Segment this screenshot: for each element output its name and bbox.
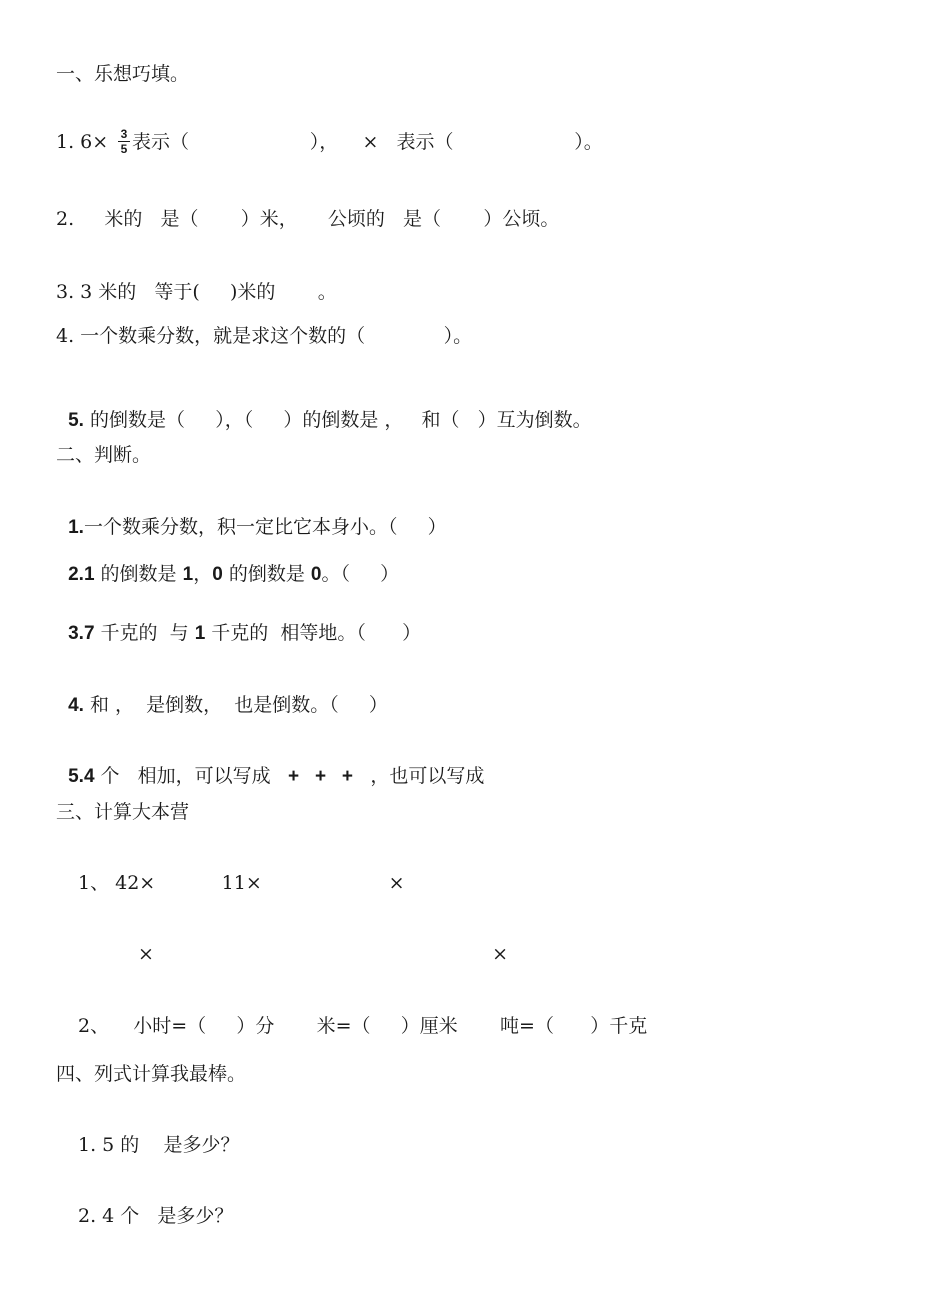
judge-3 (56, 597, 421, 646)
judge-3-value: 1 (194, 623, 206, 644)
calc-row-2: 2、 小时=（ ）分 米=（ ）厘米 吨=（ ）千克 (78, 1015, 648, 1037)
calc-row-1-continued: × × (138, 943, 509, 965)
judge-4-text: 和 ， 是倒数， 也是倒数。（ ） (83, 694, 388, 716)
judge-2 (56, 538, 399, 587)
section-3-heading: 三、计算大本营 (56, 801, 190, 823)
judge-2-value-c: 0 (310, 564, 322, 585)
judge-1 (56, 491, 447, 540)
judge-2-text-a: 的倒数是 (94, 563, 183, 585)
word-problem-1: 1. 5 的 是多少？ (78, 1134, 240, 1156)
question-1-1-text: 表示（ ）， × 表示（ ）。 (132, 131, 603, 153)
judge-2-text-b: 的倒数是 (222, 563, 311, 585)
judge-2-value-a: 1 (182, 564, 194, 585)
word-problem-2: 2. 4 个 是多少？ (78, 1205, 234, 1227)
judge-5-text-b: ，也可以写成 (358, 765, 485, 787)
judge-3-text-a: 千克的 与 (94, 622, 195, 644)
question-1-1-prefix: 1. 6× (56, 131, 109, 153)
judge-2-comma: ， (193, 563, 213, 585)
fraction-numerator: 3 (120, 127, 128, 141)
section-4-heading: 四、列式计算我最棒。 (56, 1063, 247, 1085)
fraction-three-fifths (118, 128, 130, 155)
judge-5-plus-signs: + + + (282, 766, 359, 787)
judge-4 (56, 669, 388, 718)
judge-3-text-b: 千克的 相等地。（ ） (205, 622, 422, 644)
question-1-5-text: 的倒数是（ ），（ ）的倒数是 ， 和（ ）互为倒数。 (83, 409, 592, 431)
judge-5 (56, 740, 484, 789)
judge-2-number: 2.1 (68, 564, 95, 585)
judge-2-text-c: 。（ ） (321, 563, 400, 585)
judge-5-text-a: 个 相加，可以写成 (94, 765, 283, 787)
fraction-denominator: 5 (120, 142, 128, 156)
question-1-4: 4. 一个数乘分数，就是求这个数的（ ）。 (56, 325, 473, 347)
calc-row-1: 1、 42× 11× × (78, 872, 405, 894)
question-1-3: 3. 3 米的 等于( )米的 。 (56, 281, 337, 303)
judge-3-number: 3.7 (68, 623, 95, 644)
section-1-heading: 一、乐想巧填。 (56, 63, 190, 85)
question-1-5 (56, 384, 592, 433)
question-1-5-number: 5. (68, 410, 84, 431)
judge-1-number: 1. (68, 517, 84, 538)
judge-5-number: 5.4 (68, 766, 95, 787)
judge-4-number: 4. (68, 695, 84, 716)
question-1-2: 2. 米的 是（ ）米， 公顷的 是（ ）公顷。 (56, 208, 560, 230)
section-2-heading: 二、判断。 (56, 444, 152, 466)
judge-1-text: 一个数乘分数，积一定比它本身小。（ ） (83, 516, 447, 538)
judge-2-value-b: 0 (212, 564, 223, 585)
